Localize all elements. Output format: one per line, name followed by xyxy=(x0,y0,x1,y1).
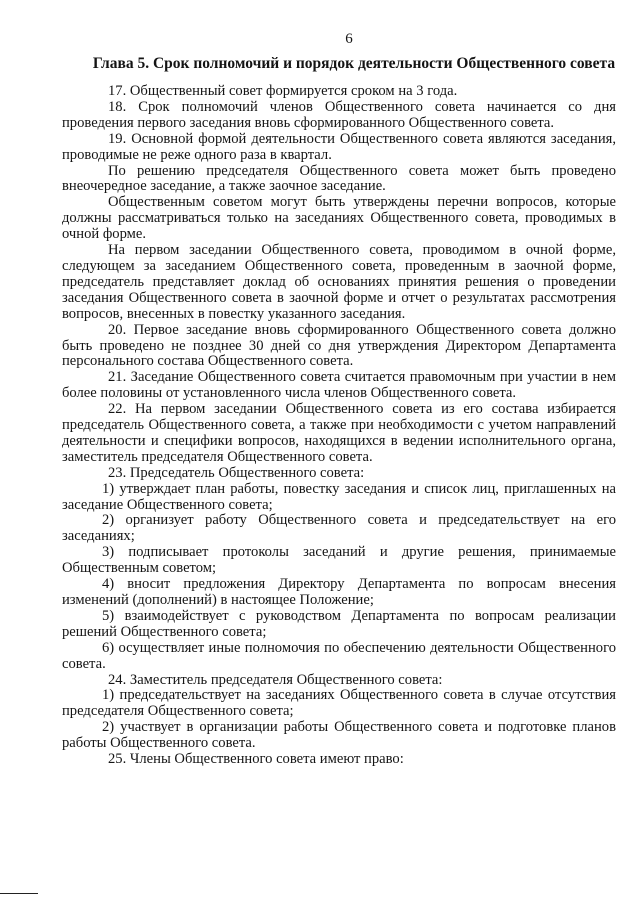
paragraph-24-item-2: 2) участвует в организации работы Общественного совета и подготовке планов работы Общественного совета. xyxy=(62,719,616,752)
paragraph-20: 20. Первое заседание вновь сформированного Общественного совета должно быть проведено не позднее 30 дней со дня утверждения Директором Департамента персонального состава Общественного совета. xyxy=(62,321,616,370)
paragraph-19-report: На первом заседании Общественного совета, проводимом в очной форме, следующем за заседанием Общественного совета, проведенным в заочной форме, председатель представляет доклад об основаниях принятия решения о проведении заседания Общественного совета в заочной форме и отчет о результатах рассмотрения вопросов, внесенных в повестку указанного заседания. xyxy=(62,242,616,322)
paragraph-19-question-lists: Общественным советом могут быть утверждены перечни вопросов, которые должны рассматриваться только на заседаниях Общественного совета, проводимых в очной форме. xyxy=(62,194,616,243)
paragraph-23-item-6: 6) осуществляет иные полномочия по обеспечению деятельности Общественного совета. xyxy=(62,639,616,672)
chapter-title: Глава 5. Срок полномочий и порядок деятельности Общественного совета xyxy=(92,55,616,72)
margin-mark xyxy=(0,893,38,894)
paragraph-23-item-5: 5) взаимодействует с руководством Департамента по вопросам реализации решений Общественного совета; xyxy=(62,607,616,640)
paragraph-23-item-4: 4) вносит предложения Директору Департамента по вопросам внесения изменений (дополнений) в настоящее Положение; xyxy=(62,576,616,608)
paragraph-24-item-1: 1) председательствует на заседаниях Общественного совета в случае отсутствия председателя Общественного совета; xyxy=(62,687,616,720)
paragraph-23: 23. Председатель Общественного совета: xyxy=(108,464,365,481)
paragraph-23-item-2: 2) организует работу Общественного совета и председательствует на его заседаниях; xyxy=(62,512,616,545)
paragraph-22: 22. На первом заседании Общественного совета из его состава избирается председатель Общественного совета, а также при необходимости с учетом направлений деятельности и специфики вопросов, находящихся в ведении исполнительного органа, заместитель председателя Общественного совета. xyxy=(62,401,616,465)
paragraph-19-extraordinary: По решению председателя Общественного совета может быть проведено внеочередное заседание, а также заочное заседание. xyxy=(62,162,616,195)
body-text xyxy=(62,84,616,768)
paragraph-25: 25. Члены Общественного совета имеют право: xyxy=(108,751,404,768)
paragraph-24: 24. Заместитель председателя Общественного совета: xyxy=(108,671,443,688)
paragraph-21: 21. Заседание Общественного совета считается правомочным при участии в нем более половины от установленного числа членов Общественного совета. xyxy=(62,369,616,402)
paragraph-17: 17. Общественный совет формируется сроком на 3 года. xyxy=(108,83,458,99)
paragraph-18: 18. Срок полномочий членов Общественного совета начинается со дня проведения первого заседания вновь сформированного Общественного совета. xyxy=(62,98,616,131)
paragraph-19: 19. Основной формой деятельности Общественного совета являются заседания, проводимые не реже одного раза в квартал. xyxy=(62,130,616,163)
page-number: 6 xyxy=(345,31,353,47)
paragraph-23-item-1: 1) утверждает план работы, повестку заседания и список лиц, приглашенных на заседание Общественного совета; xyxy=(62,480,616,513)
paragraph-23-item-3: 3) подписывает протоколы заседаний и другие решения, принимаемые Общественным советом; xyxy=(62,544,616,577)
